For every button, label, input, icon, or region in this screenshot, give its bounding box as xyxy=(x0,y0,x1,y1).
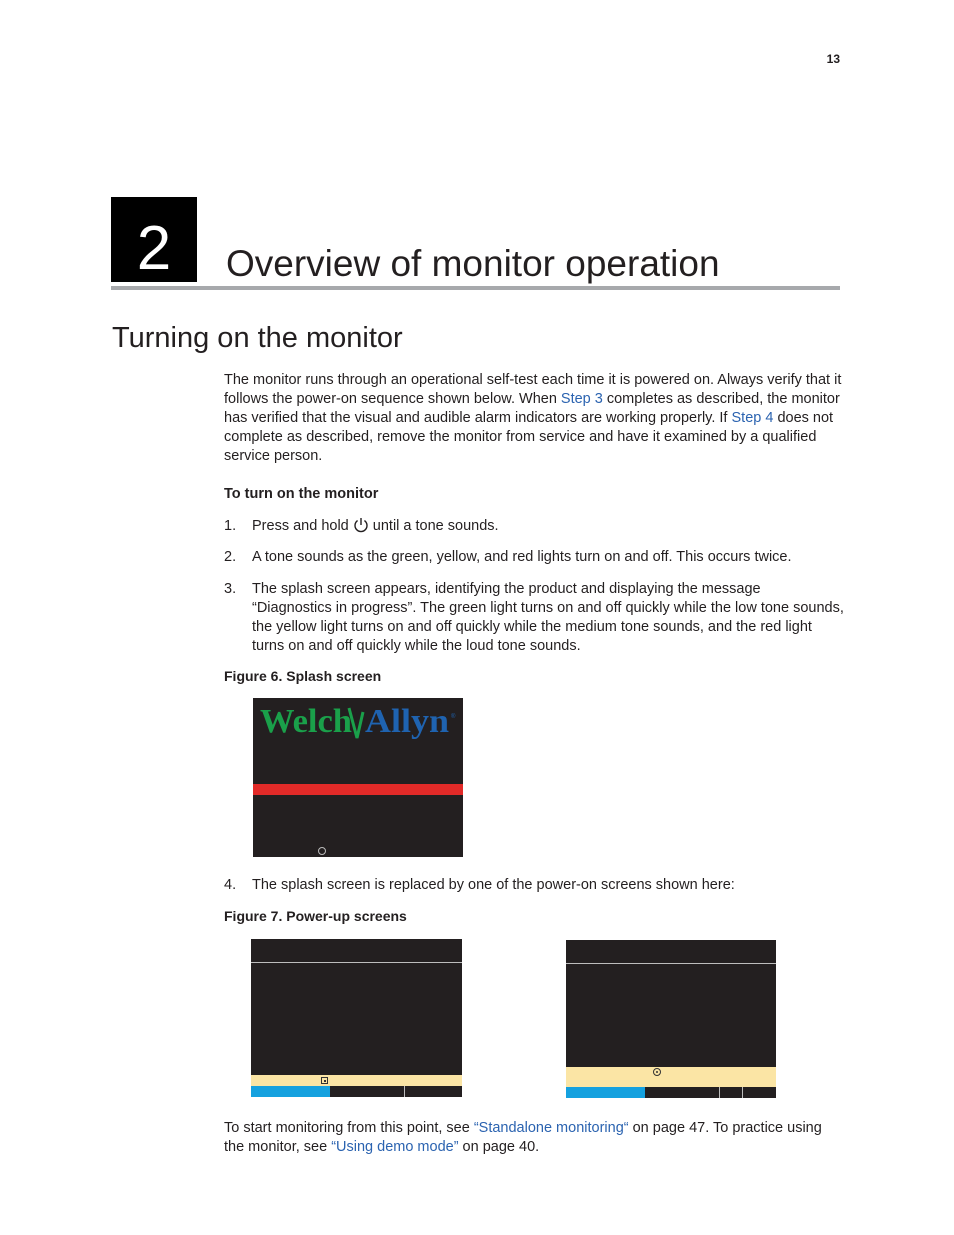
step-text xyxy=(252,517,844,536)
step-number: 2. xyxy=(224,549,237,565)
svg-text:Allyn: Allyn xyxy=(365,703,450,740)
status-icon xyxy=(321,1077,328,1084)
figure-7-caption: Figure 7. Power-up screens xyxy=(224,908,407,924)
tab-active xyxy=(251,1086,330,1097)
outro-text-1: To start monitoring from this point, see xyxy=(224,1120,474,1136)
procedure-title: To turn on the monitor xyxy=(224,486,379,502)
step-number: 3. xyxy=(224,581,237,597)
welch-allyn-logo xyxy=(253,698,463,746)
step-4 xyxy=(224,876,844,896)
step-number: 1. xyxy=(224,518,237,534)
status-bar xyxy=(251,1075,462,1086)
step-number: 4. xyxy=(224,877,237,893)
step-4-link[interactable]: Step 4 xyxy=(731,410,774,426)
step-text-before: Press and hold xyxy=(252,518,353,534)
outro-text-3: on page 40. xyxy=(458,1139,540,1155)
step-text: The splash screen appears, identifying the product and displaying the message “Diagnostics in progress”. The green light turns on and off quickly while the low tone sounds, the yellow light turns on and off quickly while the medium tone sounds, and the red light turns on and off quickly while the loud tone sounds. xyxy=(252,581,844,654)
tab-divider xyxy=(742,1087,743,1098)
svg-text:®: ® xyxy=(451,714,456,720)
step-1 xyxy=(224,517,844,537)
tab-active xyxy=(566,1087,645,1098)
splash-red-bar xyxy=(253,784,463,795)
step-text: The splash screen is replaced by one of the power-on screens shown here: xyxy=(252,877,735,893)
step-text: A tone sounds as the green, yellow, and red lights turn on and off. This occurs twice. xyxy=(252,549,792,565)
step-3 xyxy=(224,580,844,660)
power-icon xyxy=(353,517,369,533)
svg-text:Welch: Welch xyxy=(260,703,353,740)
page-number: 13 xyxy=(826,52,840,66)
splash-screen-figure xyxy=(253,698,463,857)
chapter-title: Overview of monitor operation xyxy=(226,243,720,284)
standalone-monitoring-link[interactable]: “Standalone monitoring“ xyxy=(473,1120,629,1136)
intro-text-3: does not complete as described, remove the monitor from service and have it examined by a qualified service person. xyxy=(224,410,834,464)
outro-text-2: on page 47. To practice using the monitor, see xyxy=(224,1120,822,1155)
status-bar xyxy=(566,1067,776,1087)
power-up-screen-b xyxy=(566,940,776,1098)
tab-divider xyxy=(404,1086,405,1097)
header-divider xyxy=(251,962,462,963)
power-up-screen-a xyxy=(251,939,462,1097)
section-title: Turning on the monitor xyxy=(112,322,403,354)
figure-6-caption: Figure 6. Splash screen xyxy=(224,668,382,684)
status-icon xyxy=(653,1068,661,1076)
intro-paragraph xyxy=(224,371,844,466)
step-3-link[interactable]: Step 3 xyxy=(560,391,603,407)
tab-divider xyxy=(719,1087,720,1098)
using-demo-mode-link[interactable]: “Using demo mode” xyxy=(331,1139,459,1155)
step-text-after: until a tone sounds. xyxy=(368,518,499,534)
header-divider xyxy=(566,963,776,964)
intro-text-1: The monitor runs through an operational self-test each time it is powered on. Always verify that it follows the power-on sequence shown below. When xyxy=(224,372,842,407)
chapter-rule xyxy=(111,286,840,290)
chapter-number: 2 xyxy=(111,197,197,282)
intro-text-2: completes as described, the monitor has verified that the visual and audible alarm indicators are working properly. If xyxy=(224,391,840,426)
step-2 xyxy=(224,548,844,568)
splash-indicator-icon xyxy=(318,847,326,855)
outro-paragraph xyxy=(224,1119,844,1157)
